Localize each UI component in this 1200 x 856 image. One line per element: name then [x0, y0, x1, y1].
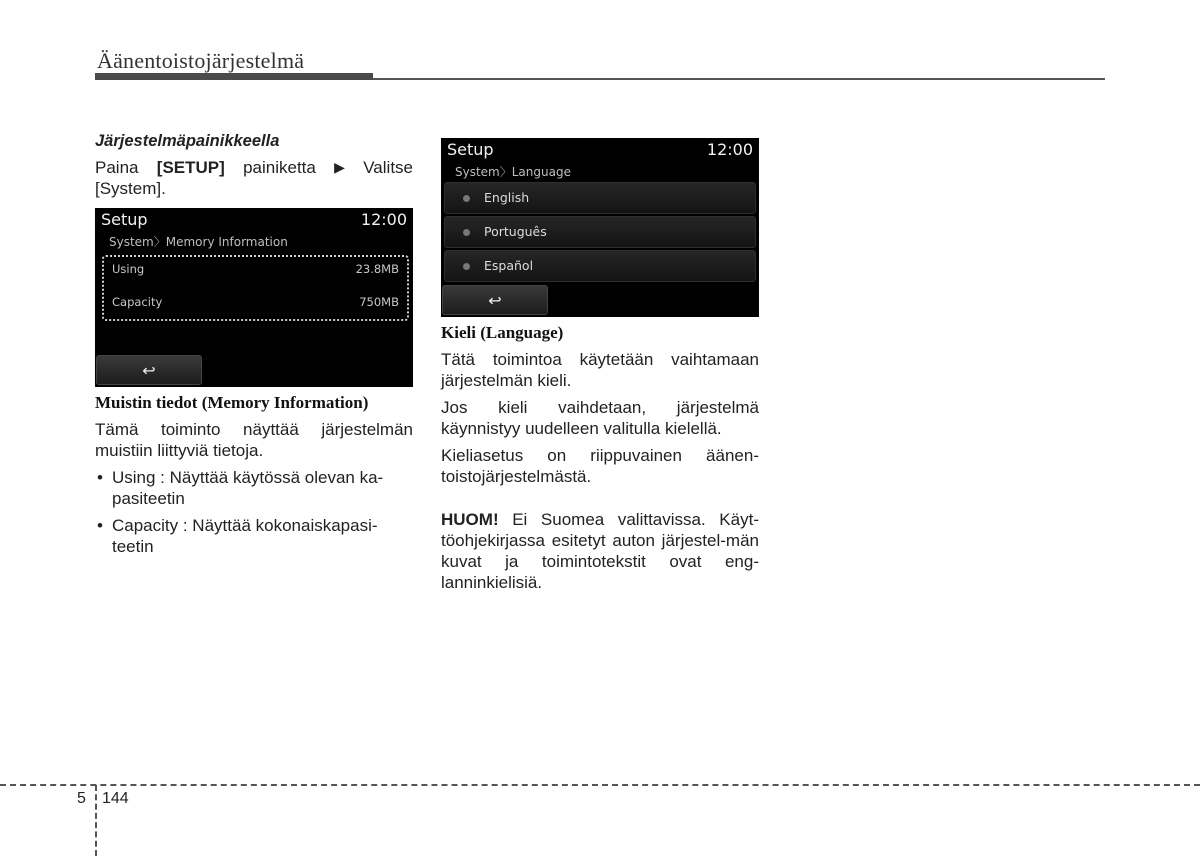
instruction-painiketta: painiketta [243, 158, 316, 177]
memory-info-caption: Muistin tiedot (Memory Information) [95, 393, 369, 412]
language-dependency-note: Kieliasetus on riippuvainen äänen-toistojärjestelmästä. [441, 446, 759, 486]
language-label: Español [484, 258, 534, 273]
language-screen [441, 138, 759, 317]
language-option-english[interactable] [444, 182, 756, 214]
screen-clock: 12:00 [360, 210, 407, 229]
memory-info-description: Tämä toiminto näyttää järjestelmän muistiin liittyviä tietoja. [95, 420, 413, 460]
screen-breadcrumb: System〉Language [455, 165, 571, 179]
header-rule-accent [95, 73, 373, 80]
footer-divider [0, 784, 1200, 786]
bullet-icon: • [97, 516, 103, 535]
arrow-right-icon: ▶ [334, 159, 345, 175]
page-number: 144 [102, 790, 129, 807]
memory-capacity-label: Capacity [112, 295, 163, 309]
language-option-espanol[interactable] [444, 250, 756, 282]
screen-title: Setup [447, 140, 494, 159]
left-column [95, 132, 413, 563]
screen-clock: 12:00 [706, 140, 753, 159]
memory-using-row [112, 262, 399, 276]
chapter-number: 5 [77, 790, 86, 807]
back-arrow-icon: ↩ [488, 290, 502, 310]
language-restart-note: Jos kieli vaihdetaan, järjestelmä käynnistyy uudelleen valitulla kielellä. [441, 398, 759, 438]
memory-capacity-row [112, 295, 399, 309]
back-arrow-icon: ↩ [142, 360, 156, 380]
language-label: Português [484, 224, 547, 239]
instruction-paina: Paina [95, 158, 139, 177]
memory-info-panel [102, 255, 409, 321]
memory-capacity-value: 750MB [359, 295, 399, 309]
radio-dot-icon [463, 263, 470, 270]
screen-title: Setup [101, 210, 148, 229]
bullet-text: Using : Näyttää käytössä olevan ka-pasiteetin [112, 468, 384, 508]
note-text: Ei Suomea valittavissa. Käyt-töohjekirjassa esitetyt auton järjestel-män kuvat ja toimintotekstit ovat eng-lanninkielisiä. [441, 510, 759, 592]
page-header-title: Äänentoistojärjestelmä [97, 48, 305, 73]
right-column [441, 138, 759, 599]
back-button[interactable] [442, 285, 548, 315]
memory-using-value: 23.8MB [355, 262, 399, 276]
note-label: HUOM! [441, 510, 499, 529]
language-label: English [484, 190, 530, 205]
back-button[interactable] [96, 355, 202, 385]
setup-key-label: [SETUP] [156, 158, 225, 177]
memory-using-label: Using [112, 262, 145, 276]
section-subheading: Järjestelmäpainikkeella [95, 132, 280, 150]
screen-breadcrumb: System〉Memory Information [109, 235, 288, 249]
setup-instruction [95, 157, 413, 199]
footer-vertical-divider [95, 785, 97, 856]
memory-info-screen [95, 208, 413, 387]
list-item [95, 467, 413, 509]
bullet-text: Capacity : Näyttää kokonaiskapasi-teetin [112, 516, 378, 556]
bullet-icon: • [97, 468, 103, 487]
list-item [95, 515, 413, 557]
language-description: Tätä toimintoa käytetään vaihtamaan järjestelmän kieli. [441, 350, 759, 390]
language-caption: Kieli (Language) [441, 323, 564, 342]
instruction-valitse: Valitse [System]. [95, 158, 413, 198]
radio-dot-icon [463, 195, 470, 202]
language-option-portugues[interactable] [444, 216, 756, 248]
radio-dot-icon [463, 229, 470, 236]
note-paragraph [441, 509, 759, 593]
